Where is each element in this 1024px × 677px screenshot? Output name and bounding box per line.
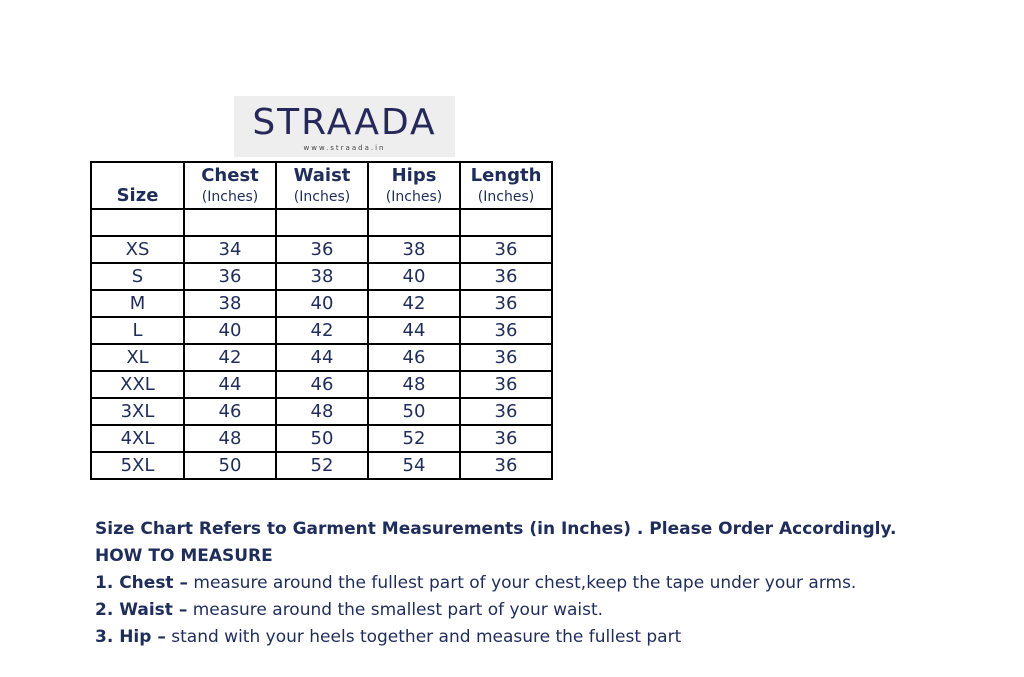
table-row bbox=[91, 290, 552, 317]
size-cell: XL bbox=[91, 344, 184, 371]
header-waist-label: Waist bbox=[293, 164, 351, 186]
table-blank-row bbox=[91, 209, 552, 236]
measurement-cell: 50 bbox=[276, 425, 368, 452]
measurement-cell: 42 bbox=[276, 317, 368, 344]
measurement-cell: 36 bbox=[460, 452, 552, 479]
table-row bbox=[91, 344, 552, 371]
table-row bbox=[91, 371, 552, 398]
instruction-hip bbox=[95, 624, 896, 651]
measurement-cell: 38 bbox=[184, 290, 276, 317]
measurement-cell: 36 bbox=[460, 398, 552, 425]
size-cell: XS bbox=[91, 236, 184, 263]
measurement-cell: 48 bbox=[368, 371, 460, 398]
measurement-notes bbox=[95, 516, 896, 651]
measurement-cell: 36 bbox=[184, 263, 276, 290]
measurement-cell: 40 bbox=[368, 263, 460, 290]
blank-cell bbox=[460, 209, 552, 236]
measurement-cell: 44 bbox=[276, 344, 368, 371]
measurement-cell: 40 bbox=[184, 317, 276, 344]
blank-cell bbox=[276, 209, 368, 236]
instruction-term: 1. Chest – bbox=[95, 573, 188, 593]
instruction-text: stand with your heels together and measure the fullest part bbox=[165, 627, 682, 647]
measurement-cell: 48 bbox=[276, 398, 368, 425]
logo-wordmark: STRAADA bbox=[252, 102, 437, 143]
measurement-cell: 46 bbox=[184, 398, 276, 425]
header-length-label: Length bbox=[470, 164, 542, 186]
measurement-cell: 38 bbox=[368, 236, 460, 263]
table-row bbox=[91, 452, 552, 479]
size-cell: S bbox=[91, 263, 184, 290]
measurement-cell: 36 bbox=[460, 263, 552, 290]
instruction-term: 3. Hip – bbox=[95, 627, 166, 647]
header-waist-unit: (Inches) bbox=[293, 188, 351, 205]
blank-cell bbox=[91, 209, 184, 236]
header-waist bbox=[276, 162, 368, 209]
size-cell: 5XL bbox=[91, 452, 184, 479]
measurement-cell: 44 bbox=[368, 317, 460, 344]
table-row bbox=[91, 263, 552, 290]
measurement-cell: 34 bbox=[184, 236, 276, 263]
header-size bbox=[91, 162, 184, 209]
measurement-cell: 36 bbox=[460, 290, 552, 317]
measurement-cell: 46 bbox=[276, 371, 368, 398]
disclaimer-text: Size Chart Refers to Garment Measurements (in Inches) . Please Order Accordingly. bbox=[95, 519, 897, 539]
size-cell: M bbox=[91, 290, 184, 317]
header-chest-label: Chest bbox=[201, 164, 259, 186]
header-chest bbox=[184, 162, 276, 209]
header-hips bbox=[368, 162, 460, 209]
logo-url-text: www.straada.in bbox=[303, 144, 386, 152]
measurement-cell: 52 bbox=[368, 425, 460, 452]
brand-logo bbox=[234, 96, 455, 157]
measurement-cell: 38 bbox=[276, 263, 368, 290]
instruction-chest bbox=[95, 570, 896, 597]
header-length-unit: (Inches) bbox=[477, 188, 535, 205]
blank-cell bbox=[368, 209, 460, 236]
size-cell: XXL bbox=[91, 371, 184, 398]
header-length bbox=[460, 162, 552, 209]
header-chest-unit: (Inches) bbox=[201, 188, 259, 205]
blank-cell bbox=[184, 209, 276, 236]
size-chart-table bbox=[90, 161, 553, 480]
measurement-cell: 46 bbox=[368, 344, 460, 371]
instruction-text: measure around the smallest part of your waist. bbox=[187, 600, 604, 620]
table-row bbox=[91, 317, 552, 344]
measurement-cell: 40 bbox=[276, 290, 368, 317]
measurement-cell: 36 bbox=[460, 236, 552, 263]
instruction-text: measure around the fullest part of your chest,keep the tape under your arms. bbox=[187, 573, 857, 593]
measurement-cell: 42 bbox=[184, 344, 276, 371]
table-row bbox=[91, 398, 552, 425]
table-body bbox=[91, 236, 552, 479]
measurement-cell: 50 bbox=[184, 452, 276, 479]
table-row bbox=[91, 425, 552, 452]
header-hips-unit: (Inches) bbox=[385, 188, 443, 205]
table-header-row bbox=[91, 162, 552, 209]
measurement-cell: 36 bbox=[460, 317, 552, 344]
measurement-cell: 44 bbox=[184, 371, 276, 398]
header-size-label: Size bbox=[116, 185, 159, 206]
size-cell: 4XL bbox=[91, 425, 184, 452]
header-hips-label: Hips bbox=[391, 164, 437, 186]
how-to-measure-title: HOW TO MEASURE bbox=[95, 546, 273, 566]
measurement-cell: 36 bbox=[460, 371, 552, 398]
measurement-cell: 42 bbox=[368, 290, 460, 317]
measurement-cell: 50 bbox=[368, 398, 460, 425]
instruction-waist bbox=[95, 597, 896, 624]
measurement-cell: 36 bbox=[276, 236, 368, 263]
instruction-term: 2. Waist – bbox=[95, 600, 188, 620]
measurement-cell: 48 bbox=[184, 425, 276, 452]
table-row bbox=[91, 236, 552, 263]
measurement-cell: 54 bbox=[368, 452, 460, 479]
measurement-cell: 36 bbox=[460, 425, 552, 452]
size-cell: 3XL bbox=[91, 398, 184, 425]
size-cell: L bbox=[91, 317, 184, 344]
measurement-cell: 36 bbox=[460, 344, 552, 371]
measurement-cell: 52 bbox=[276, 452, 368, 479]
